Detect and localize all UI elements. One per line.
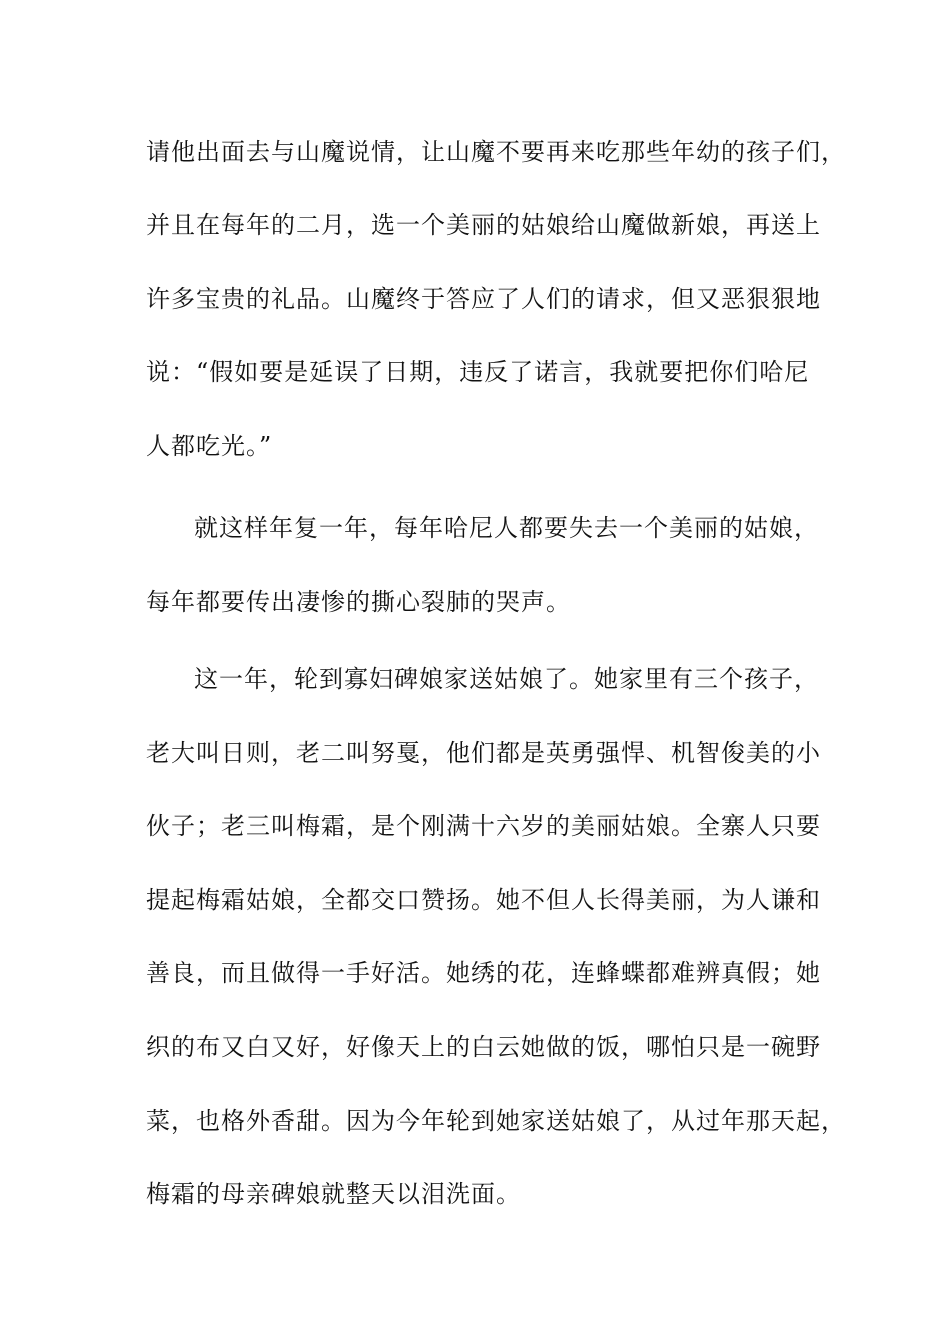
paragraph-start-line-8: 这一年，轮到寡妇碑娘家送姑娘了。她家里有三个孩子， [194,665,819,693]
text-line-11: 提起梅霜姑娘，全都交口赞扬。她不但人长得美丽，为人谦和 [146,886,821,914]
text-line-15: 梅霜的母亲碑娘就整天以泪洗面。 [146,1180,521,1208]
text-line-5: 人都吃光。” [146,432,273,460]
paragraph-start-line-6: 就这样年复一年，每年哈尼人都要失去一个美丽的姑娘， [194,514,819,542]
text-line-1: 请他出面去与山魔说情，让山魔不要再来吃那些年幼的孩子们， [146,138,846,166]
text-line-10: 伙子；老三叫梅霜，是个刚满十六岁的美丽姑娘。全寨人只要 [146,812,821,840]
text-line-7: 每年都要传出凄惨的撕心裂肺的哭声。 [146,588,571,616]
text-line-2: 并且在每年的二月，选一个美丽的姑娘给山魔做新娘，再送上 [146,211,821,239]
text-line-3: 许多宝贵的礼品。山魔终于答应了人们的请求，但又恶狠狠地 [146,285,821,313]
text-line-14: 菜，也格外香甜。因为今年轮到她家送姑娘了，从过年那天起， [146,1107,846,1135]
text-line-4: 说：“假如要是延误了日期，违反了诺言，我就要把你们哈尼 [146,358,810,386]
text-line-12: 善良，而且做得一手好活。她绣的花，连蜂蝶都难辨真假；她 [146,959,821,987]
text-line-13: 织的布又白又好，好像天上的白云她做的饭，哪怕只是一碗野 [146,1033,821,1061]
text-line-9: 老大叫日则，老二叫努戛，他们都是英勇强悍、机智俊美的小 [146,739,821,767]
